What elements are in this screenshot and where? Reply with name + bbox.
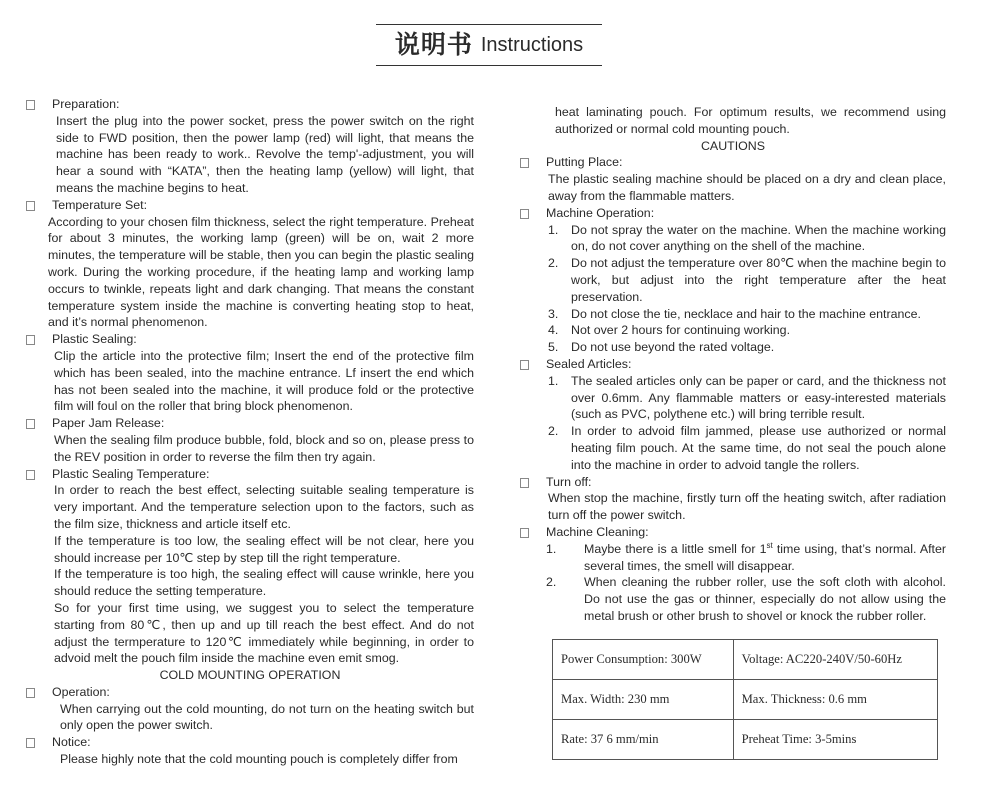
checkbox-bullet-icon bbox=[520, 478, 529, 488]
checkbox-bullet-icon bbox=[26, 335, 35, 345]
spec-voltage: Voltage: AC220-240V/50-60Hz bbox=[733, 640, 937, 680]
plastic-sealing-text: Clip the article into the protective film; Insert the end of the protective film which has been sealed, into the machine entrance. Lf insert the end which has not been sealed into the machine, it will produce fold or the protective film will foul on the roller that bring block phenomenon. bbox=[54, 348, 474, 414]
sealing-temperature-para-2: If the temperature is too low, the sealing effect will be not clear, here you should increase per 10℃ step by step till the right temperature. bbox=[54, 533, 474, 565]
title-english: Instructions bbox=[480, 34, 584, 56]
checkbox-bullet-icon bbox=[26, 100, 35, 110]
checkbox-bullet-icon bbox=[26, 738, 35, 748]
section-heading-paper-jam: Paper Jam Release: bbox=[26, 415, 474, 432]
section-heading-sealing-temperature: Plastic Sealing Temperature: bbox=[26, 466, 474, 483]
list-item: 1. Do not spray the water on the machine. When the machine working on, do not cover anything on the shell of the machine. bbox=[548, 222, 946, 254]
section-heading-machine-operation: Machine Operation: bbox=[520, 205, 946, 222]
checkbox-bullet-icon bbox=[26, 419, 35, 429]
notice-continued-text: heat laminating pouch. For optimum results, we recommend using authorized or normal cold mounting pouch. bbox=[555, 105, 946, 136]
list-item: 2. When cleaning the rubber roller, use the soft cloth with alcohol. Do not use the gas or thinner, especially do not allow using the metal brush or other brush to shovel or knock the rubber roller. bbox=[546, 575, 946, 623]
left-column bbox=[26, 96, 474, 768]
preparation-text: Insert the plug into the power socket, press the power switch on the right side to FWD position, then the power lamp (red) will light, that means the machine has been ready to work.. Revolve the temp'-adjustment, you will hear a sound with “KATA”, then the heating lamp (yellow) will light, that means the machine begins to heat. bbox=[56, 113, 474, 195]
checkbox-bullet-icon bbox=[26, 688, 35, 698]
checkbox-bullet-icon bbox=[520, 528, 529, 538]
list-item: 1. The sealed articles only can be paper or card, and the thickness not over 0.6mm. Any flammable matters or easy-interested materials (such as PVC, polythene etc.) will bring terrible result. bbox=[548, 373, 946, 422]
sealing-temperature-para-1: In order to reach the best effect, selecting suitable sealing temperature is very important. And the temperature selection upon to the factors, such as the film size, thickness and article itself etc. bbox=[54, 483, 474, 531]
section-heading-sealed-articles: Sealed Articles: bbox=[520, 356, 946, 373]
putting-place-text: The plastic sealing machine should be placed on a dry and clean place, away from the flammable matters. bbox=[548, 172, 946, 203]
right-column bbox=[520, 104, 946, 625]
list-item: 1. Maybe there is a little smell for 1st time using, that’s normal. After several times, the smell will disappear. bbox=[546, 540, 947, 573]
document-title bbox=[376, 24, 602, 66]
sealing-temperature-para-4: So for your first time using, we suggest you to select the temperature starting from 80℃, then up and up till reach the best effect. And do not adjust the termperature to 120℃ immediately while beginning, in order to advoid melt the pouch film inside the machine even emit smog. bbox=[54, 600, 474, 666]
section-heading-operation: Operation: bbox=[26, 684, 474, 701]
section-heading-plastic-sealing: Plastic Sealing: bbox=[26, 331, 474, 348]
specifications-table bbox=[552, 639, 938, 760]
checkbox-bullet-icon bbox=[520, 158, 529, 168]
spec-width: Max. Width: 230 mm bbox=[553, 680, 734, 720]
table-row bbox=[553, 720, 938, 760]
table-row bbox=[553, 680, 938, 720]
spec-rate: Rate: 37 6 mm/min bbox=[553, 720, 734, 760]
title-chinese: 说明书 bbox=[394, 30, 473, 59]
operation-text: When carrying out the cold mounting, do not turn on the heating switch but only open the power switch. bbox=[60, 701, 474, 733]
checkbox-bullet-icon bbox=[520, 360, 529, 370]
checkbox-bullet-icon bbox=[26, 470, 35, 480]
paper-jam-text: When the sealing film produce bubble, fold, block and so on, please press to the REV position in order to reverse the film then try again. bbox=[54, 432, 474, 464]
spec-power: Power Consumption: 300W bbox=[553, 640, 734, 680]
section-heading-temperature-set: Temperature Set: bbox=[26, 197, 474, 214]
checkbox-bullet-icon bbox=[520, 209, 529, 219]
temperature-set-text: According to your chosen film thickness, select the right temperature. Preheat for about 3 minutes, the working lamp (green) will be on, wait 2 more minutes, the temperature will be stable, then you can begin the plastic sealing work. During the working procedure, if the heating lamp and working lamp occurs to twinkle, repeats light and dark changing. That means the constant temperature system inside the machine is converting heating stop to heat, and it’s normal phenomenon. bbox=[48, 214, 474, 330]
cautions-title: CAUTIONS bbox=[700, 138, 766, 153]
section-heading-notice: Notice: bbox=[26, 734, 474, 751]
section-heading-machine-cleaning: Machine Cleaning: bbox=[520, 524, 946, 541]
spec-preheat: Preheat Time: 3-5mins bbox=[733, 720, 937, 760]
spec-thickness: Max. Thickness: 0.6 mm bbox=[733, 680, 937, 720]
list-item: 2. Do not adjust the temperature over 80℃ when the machine begin to work, but adjust into the right temperature after the heat preservation. bbox=[548, 256, 946, 304]
list-item: 5. Do not use beyond the rated voltage. bbox=[548, 340, 775, 355]
checkbox-bullet-icon bbox=[26, 201, 35, 211]
cold-mounting-title: COLD MOUNTING OPERATION bbox=[159, 668, 341, 683]
list-item: 2. In order to advoid film jammed, please use authorized or normal heating film pouch. At the same time, do not seal the pouch alone into the machine in order to advoid tangle the rollers. bbox=[548, 424, 946, 472]
section-heading-putting-place: Putting Place: bbox=[520, 154, 946, 171]
section-heading-preparation: Preparation: bbox=[26, 96, 474, 113]
turn-off-text: When stop the machine, firstly turn off the heating switch, after radiation turn off the power switch. bbox=[548, 491, 946, 523]
list-item: 4. Not over 2 hours for continuing working. bbox=[548, 323, 791, 338]
section-heading-turn-off: Turn off: bbox=[520, 474, 946, 491]
list-item: 3. Do not close the tie, necklace and hair to the machine entrance. bbox=[548, 306, 921, 321]
notice-text: Please highly note that the cold mounting pouch is completely differ from bbox=[60, 752, 458, 767]
table-row bbox=[553, 640, 938, 680]
sealing-temperature-para-3: If the temperature is too high, the sealing effect will cause wrinkle, here you should reduce the setting temperature. bbox=[54, 567, 474, 599]
